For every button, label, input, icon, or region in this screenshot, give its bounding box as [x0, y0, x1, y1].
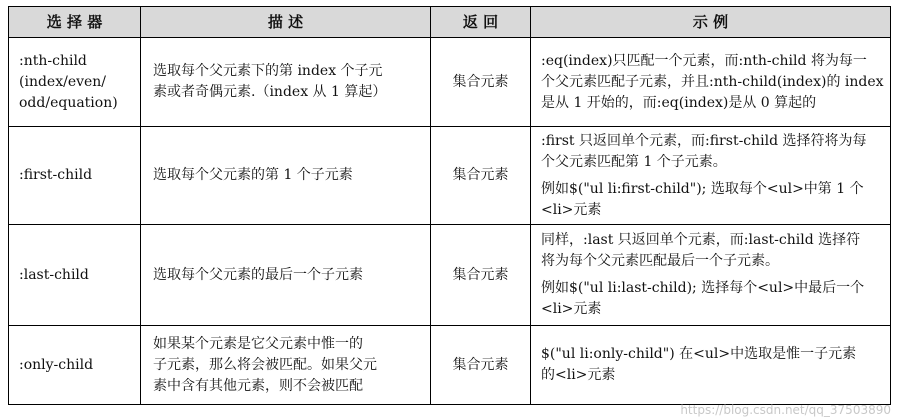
header-row	[9, 7, 891, 38]
description-line: 如果某个元素是它父元素中惟一的	[153, 335, 363, 352]
description-line: 子元素，那么将会被匹配。如果父元	[153, 356, 377, 373]
selector-table	[8, 6, 891, 405]
selector-line: :only-child	[19, 356, 94, 373]
header-example: 示 例	[531, 7, 891, 38]
example-line: 是从 1 开始的，而:eq(index)是从 0 算起的	[541, 94, 817, 111]
example-line: :eq(index)只匹配一个元素，而:nth-child 将为每一	[541, 52, 867, 69]
watermark: https://blog.csdn.net/qq_37503890	[680, 403, 891, 417]
selector-cell	[9, 38, 141, 127]
selector-cell	[9, 225, 141, 326]
selector-line: (index/even/	[19, 73, 107, 90]
selector-line: odd/equation)	[19, 94, 118, 111]
description-cell	[141, 326, 431, 405]
description-cell	[141, 38, 431, 127]
table-row	[9, 326, 891, 405]
example-line: :first 只返回单个元素，而:first-child 选择符将为每	[541, 132, 867, 149]
selector-line: :last-child	[19, 266, 89, 283]
example-cell	[531, 38, 891, 127]
example-line: 个父元素匹配子元素，并且:nth-child(index)的 index	[541, 73, 884, 90]
example-line: 同样，:last 只返回单个元素，而:last-child 选择符	[541, 232, 861, 248]
example-cell	[531, 326, 891, 405]
example-line: 例如$("ul li:last-child); 选择每个<ul>中最后一个	[541, 280, 865, 296]
selector-cell	[9, 127, 141, 225]
description-line: 选取每个父元素下的第 index 个子元	[153, 63, 383, 79]
example-line: <li>元素	[541, 301, 602, 317]
example-line: 个父元素匹配第 1 个子元素。	[541, 153, 727, 170]
returns-cell: 集合元素	[431, 326, 531, 405]
returns-cell: 集合元素	[431, 127, 531, 225]
table-row	[9, 127, 891, 225]
description-line: 选取每个父元素的第 1 个子元素	[153, 167, 353, 183]
example-line: 将为每个父元素匹配最后一个子元素。	[541, 253, 779, 269]
header-returns: 返 回	[431, 7, 531, 38]
returns-cell: 集合元素	[431, 225, 531, 326]
returns-cell: 集合元素	[431, 38, 531, 127]
description-cell	[141, 225, 431, 326]
example-line: 的<li>元素	[541, 367, 616, 383]
description-cell	[141, 127, 431, 225]
table-row	[9, 225, 891, 326]
example-cell	[531, 127, 891, 225]
description-line: 选取每个父元素的最后一个子元素	[153, 266, 363, 283]
description-line: 素或者奇偶元素.（index 从 1 算起）	[153, 84, 387, 100]
selector-line: :first-child	[19, 167, 93, 183]
selector-line: :nth-child	[19, 52, 87, 69]
header-selector: 选 择 器	[9, 7, 141, 38]
table-row	[9, 38, 891, 127]
example-line: $("ul li:only-child") 在<ul>中选取是惟一子元素	[541, 346, 857, 362]
description-line: 素中含有其他元素，则不会被匹配	[153, 377, 363, 394]
example-cell	[531, 225, 891, 326]
example-line: <li>元素	[541, 201, 602, 218]
selector-cell	[9, 326, 141, 405]
example-line: 例如$("ul li:first-child"); 选取每个<ul>中第 1 个	[541, 180, 864, 197]
header-description: 描 述	[141, 7, 431, 38]
